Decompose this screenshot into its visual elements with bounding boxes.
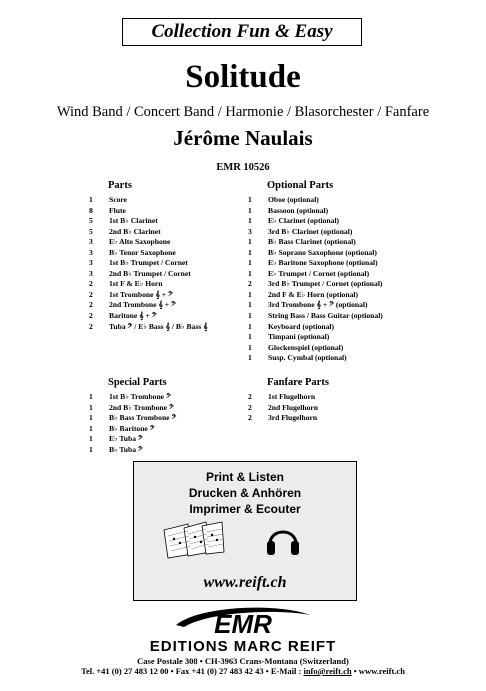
part-name: B♭ Bass Clarinet (optional) [268,237,356,247]
contact-phone-fax: Tel. +41 (0) 27 483 12 00 • Fax +41 (0) 27 483 42 43 • E-Mail : [81,666,304,676]
part-name: B♭ Bass Trombone 𝄢 [109,413,177,423]
part-name: 1st Flugelhorn [268,392,316,401]
part-row [89,392,176,403]
part-row [89,258,208,269]
part-row [248,206,383,217]
optional-parts-list [248,195,383,364]
part-name: 3rd Flugelhorn [268,413,318,423]
contact-website: • www.reift.ch [351,666,405,676]
part-row [89,322,208,333]
part-name: 1st B♭ Trumpet / Cornet [109,258,188,268]
part-row [89,434,176,445]
part-quantity: 3 [89,258,93,268]
part-name: 3rd B♭ Trumpet / Cornet (optional) [268,279,383,289]
part-name: Score [109,195,127,204]
part-quantity: 1 [89,413,93,423]
print-listen-box [133,461,357,601]
fanfare-parts-heading: Fanfare Parts [267,377,329,388]
publisher-address: Case Postale 308 • CH-3963 Crans-Montana (Switzerland) [137,656,349,666]
part-quantity: 1 [248,247,252,257]
part-row [89,237,208,248]
part-quantity: 1 [248,216,252,226]
part-name: Baritone 𝄞 + 𝄢 [109,311,157,321]
part-name: 3rd Trombone 𝄞 + 𝄢 (optional) [268,300,368,310]
part-row [248,216,383,227]
part-row [248,343,383,354]
special-parts-list [89,392,176,455]
part-quantity: 2 [89,311,93,321]
part-row [89,300,208,311]
part-row [89,311,208,322]
part-quantity: 3 [89,247,93,257]
part-name: E♭ Baritone Saxophone (optional) [268,258,378,268]
part-name: B♭ Soprano Saxophone (optional) [268,247,377,257]
part-quantity: 1 [89,423,93,433]
website-url[interactable]: www.reift.ch [203,574,287,591]
part-row [89,424,176,435]
part-quantity: 1 [248,237,252,247]
part-row [248,227,383,238]
part-row [248,332,383,343]
part-quantity: 1 [248,258,252,268]
part-quantity: 1 [248,311,252,321]
part-name: Flute [109,205,126,215]
part-quantity: 2 [248,413,252,423]
part-name: E♭ Clarinet (optional) [268,216,340,226]
part-name: E♭ Tuba 𝄢 [109,434,143,444]
instrumentation-subtitle: Wind Band / Concert Band / Harmonie / Blasorchester / Fanfare [56,104,430,120]
part-quantity: 5 [89,226,93,236]
part-row [89,216,208,227]
part-row [248,353,383,364]
part-name: Bassoon (optional) [268,205,329,215]
part-name: 1st B♭ Clarinet [109,216,158,226]
part-row [89,403,176,414]
part-row [89,248,208,259]
part-quantity: 3 [89,268,93,278]
part-row [248,403,318,414]
part-row [248,311,383,322]
part-quantity: 1 [89,402,93,412]
part-row [89,413,176,424]
part-row [89,279,208,290]
part-quantity: 1 [248,342,252,352]
part-name: 2nd B♭ Trumpet / Cornet [109,268,191,278]
part-name: Timpani (optional) [268,332,330,342]
part-quantity: 2 [248,392,252,401]
part-row [248,195,383,206]
part-name: 2nd Trombone 𝄞 + 𝄢 [109,300,176,310]
part-name: Tuba 𝄢 / E♭ Bass 𝄞 / B♭ Bass 𝄞 [109,321,208,331]
print-listen-english: Print & Listen [205,470,284,484]
part-quantity: 2 [89,321,93,331]
part-name: Oboe (optional) [268,195,319,204]
series-title-box [122,18,362,46]
part-row [248,248,383,259]
part-row [89,206,208,217]
parts-heading: Parts [108,180,132,191]
part-row [248,279,383,290]
part-row [248,290,383,301]
part-row [248,392,318,403]
part-quantity: 1 [248,300,252,310]
part-name: E♭ Trumpet / Cornet (optional) [268,268,370,278]
catalog-number: EMR 10526 [216,162,270,173]
part-row [248,258,383,269]
optional-parts-heading: Optional Parts [267,180,334,191]
composer-name: Jérôme Naulais [173,126,313,150]
part-quantity: 1 [248,321,252,331]
part-row [89,269,208,280]
part-name: 1st B♭ Trombone 𝄢 [109,392,171,401]
part-row [248,269,383,280]
part-name: 1st F & E♭ Horn [109,279,163,289]
part-name: Susp. Cymbal (optional) [268,353,347,363]
sheet-music-icon [162,520,226,560]
part-quantity: 2 [248,402,252,412]
publisher-contact [0,666,486,677]
part-row [89,290,208,301]
part-row [89,195,208,206]
part-quantity: 3 [248,226,252,236]
part-quantity: 2 [89,289,93,299]
part-name: 2nd B♭ Clarinet [109,226,161,236]
part-quantity: 8 [89,205,93,215]
part-row [248,300,383,311]
part-quantity: 1 [248,195,252,204]
print-listen-german: Drucken & Anhören [188,486,302,500]
part-name: 3rd B♭ Clarinet (optional) [268,226,353,236]
fanfare-parts-list [248,392,318,424]
piece-title: Solitude [185,59,301,95]
part-name: B♭ Baritone 𝄢 [109,423,155,433]
part-quantity: 1 [248,289,252,299]
contact-email-link[interactable]: info@reift.ch [303,666,352,676]
print-listen-french: Imprimer & Ecouter [189,502,301,516]
part-quantity: 2 [89,279,93,289]
part-name: Glockenspiel (optional) [268,342,344,352]
part-quantity: 5 [89,216,93,226]
part-row [248,322,383,333]
part-name: E♭ Alto Saxophone [109,237,171,247]
part-quantity: 1 [89,392,93,401]
part-row [89,227,208,238]
part-row [89,445,176,456]
parts-list [89,195,208,332]
part-quantity: 1 [89,195,93,204]
part-quantity: 1 [248,205,252,215]
part-quantity: 2 [89,300,93,310]
part-quantity: 3 [89,237,93,247]
part-quantity: 1 [89,444,93,454]
part-name: B♭ Tuba 𝄢 [109,444,143,454]
part-name: B♭ Tenor Saxophone [109,247,176,257]
part-name: 2nd B♭ Trombone 𝄢 [109,402,174,412]
part-name: String Bass / Bass Guitar (optional) [268,311,383,321]
part-name: 2nd Flugelhorn [268,402,319,412]
part-quantity: 1 [248,332,252,342]
part-name: 1st Trombone 𝄞 + 𝄢 [109,289,173,299]
part-quantity: 1 [89,434,93,444]
logo-text: EMR [214,609,272,639]
headphones-icon [266,522,300,558]
series-title: Collection Fun & Easy [151,21,333,42]
part-quantity: 1 [248,268,252,278]
part-row [248,237,383,248]
part-row [248,413,318,424]
part-name: Keyboard (optional) [268,321,335,331]
part-name: 2nd F & E♭ Horn (optional) [268,289,359,299]
special-parts-heading: Special Parts [108,377,167,388]
publisher-name: EDITIONS MARC REIFT [149,638,337,655]
part-quantity: 1 [248,353,252,363]
emr-logo [170,603,316,639]
part-quantity: 2 [248,279,252,289]
